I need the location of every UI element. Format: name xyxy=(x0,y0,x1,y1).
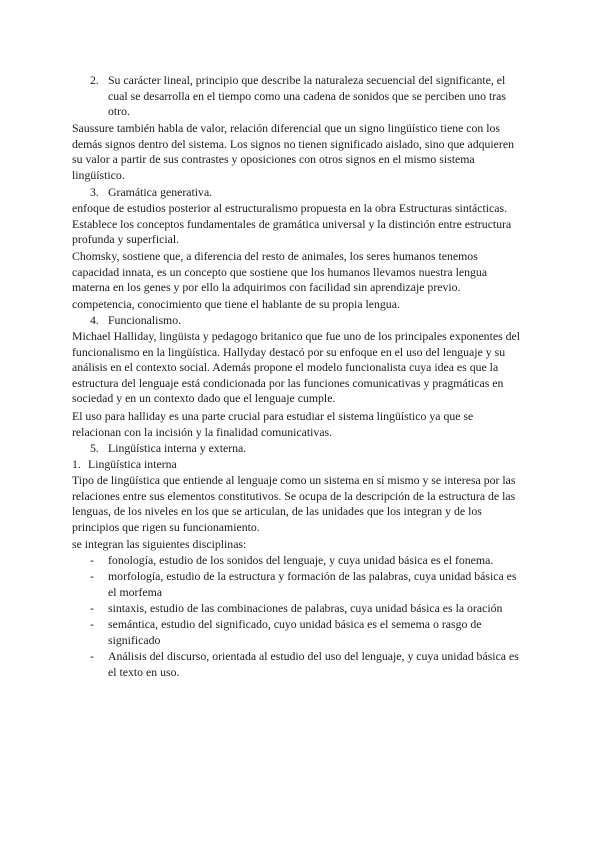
heading-gramatica-generativa: Gramática generativa. xyxy=(108,185,213,199)
bullet-dash: - xyxy=(90,553,94,567)
list-number-4: 4. xyxy=(90,313,99,327)
paragraph-saussure-valor: Saussure también habla de valor, relación diferencial que un signo lingüístico tiene con los demás signos dentro del sistema. Los signos no tienen significado aislado, sino que adquieren su valor a partir de sus contrastes y oposiciones con otros signos en el mismo sistema lingüístico. xyxy=(72,121,514,182)
paragraph-linguistica-interna: Tipo de lingüística que entiende al lenguaje como un sistema en sí mismo y se interesa por las relaciones entre sus elementos constitutivos. Se ocupa de la descripción de la estructura de las lenguas, de los niveles en los que se articulan, de las unidades que los integran y de los principios que rigen su funcionamiento. xyxy=(72,473,516,534)
sublist-number-1: 1. xyxy=(72,457,81,471)
paragraph-competencia: competencia, conocimiento que tiene el hablante de su propia lengua. xyxy=(72,297,400,311)
list-item-sintaxis: sintaxis, estudio de las combinaciones de palabras, cuya unidad básica es la oración xyxy=(108,601,503,615)
bullet-dash: - xyxy=(90,601,94,615)
list-item-caracter-lineal: Su carácter lineal, principio que describe la naturaleza secuencial del significante, el cual se desarrolla en el tiempo como una cadena de sonidos que se perciben uno tras otro. xyxy=(108,73,507,119)
list-item-analisis-discurso: Análisis del discurso, orientada al estudio del uso del lenguaje, y cuya unidad básica es el texto en uso. xyxy=(108,649,519,679)
paragraph-disciplinas-intro: se integran las siguientes disciplinas: xyxy=(72,537,247,551)
list-item-fonologia: fonología, estudio de los sonidos del lenguaje, y cuya unidad básica es el fonema. xyxy=(108,553,494,567)
list-number-3: 3. xyxy=(90,185,99,199)
list-item-morfologia: morfología, estudio de la estructura y formación de las palabras, cuya unidad básica es el morfema xyxy=(108,569,517,599)
bullet-dash: - xyxy=(90,649,94,663)
bullet-dash: - xyxy=(90,569,94,583)
list-number-2: 2. xyxy=(90,73,99,87)
paragraph-generativa: enfoque de estudios posterior al estructuralismo propuesta en la obra Estructuras sintácticas. Establece los conceptos fundamentales de gramática universal y la distinción entre estructura profunda y superficial. xyxy=(72,201,512,247)
heading-linguistica-interna-externa: Lingüística interna y externa. xyxy=(108,441,247,455)
bullet-dash: - xyxy=(90,617,94,631)
list-number-5: 5. xyxy=(90,441,99,455)
paragraph-uso-halliday: El uso para halliday es una parte crucial para estudiar el sistema lingüístico ya que se relacionan con la incisión y la finalidad comunicativas. xyxy=(72,409,474,439)
paragraph-chomsky: Chomsky, sostiene que, a diferencia del resto de animales, los seres humanos tenemos capacidad innata, es un concepto que sostiene que los humanos llevamos nuestra lengua materna en los genes y por ello la adquirimos con facilidad sin aprendizaje previo. xyxy=(72,249,488,295)
list-item-semantica: semántica, estudio del significado, cuyo unidad básica es el semema o rasgo de significado xyxy=(108,617,482,647)
paragraph-halliday: Michael Halliday, lingüista y pedagogo britanico que fue uno de los principales exponentes del funcionalismo en la lingüística. Hallyday destacó por su enfoque en el uso del lenguaje y su análisis en el contexto social. Además propone el modelo funcionalista cuya idea es que la estructura del lenguaje está condicionada por las funciones comunicativas y pragmáticas en sociedad y en un contexto dado que el lenguaje cumple. xyxy=(72,329,521,406)
heading-funcionalismo: Funcionalismo. xyxy=(108,313,182,327)
heading-linguistica-interna: Lingüística interna xyxy=(88,457,177,471)
